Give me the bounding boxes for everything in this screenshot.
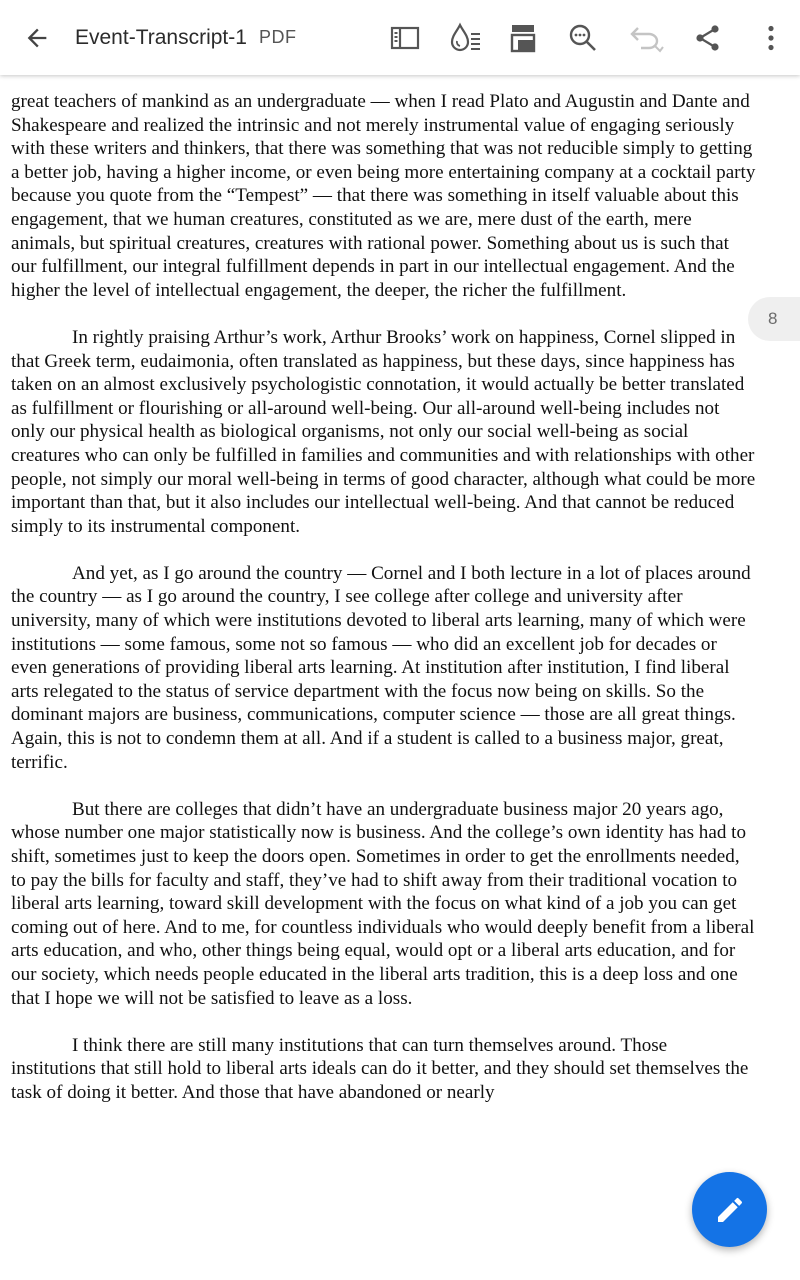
paragraph-5: I think there are still many institutions that can turn themselves around. Those institutions that still hold to liberal arts ideals can do it better, and they should set themselves the task of doing it better. And those that have abandoned or nearly bbox=[11, 1034, 749, 1103]
undo-icon bbox=[627, 23, 665, 53]
share-button[interactable] bbox=[686, 0, 730, 75]
back-button[interactable] bbox=[14, 0, 60, 75]
page-number-indicator[interactable] bbox=[748, 297, 800, 341]
liquid-mode-button[interactable] bbox=[443, 0, 487, 75]
document-title-area bbox=[75, 0, 296, 75]
document-title: Event-Transcript-1 bbox=[75, 25, 247, 49]
search-button[interactable] bbox=[561, 0, 605, 75]
paragraph-3: And yet, as I go around the country — Cornel and I both lecture in a lot of places around the country — as I go around the country, I see college after college and university after university, many of which were institutions devoted to liberal arts learning, many of which were institutions — some famous, some not so famous — who did an excellent job for decades or even generations of providing liberal arts learning. At institution after institution, I find liberal arts relegated to the status of service department with the focus now being on skills. So the dominant majors are business, communications, computer science — those are all great things. Again, this is not to condemn them at all. And if a student is called to a business major, great, terrific. bbox=[11, 562, 751, 773]
paragraph-4: But there are colleges that didn’t have an undergraduate business major 20 years ago, whose number one major statistically now is business. And the college’s own identity has had to shift, sometimes just to keep the doors open. Sometimes in order to get the enrollments needed, to pay the bills for faculty and staff, they’ve had to shift away from their traditional vocation to liberal arts learning, toward skill development with the focus on what kind of a job you can get coming out of here. And to me, for countless individuals who would deeply benefit from a liberal arts education, and who, other things being equal, would opt or a liberal arts education, and for our society, which needs people educated in the liberal arts tradition, this is a deep loss and one that I hope we will not be satisfied to leave as a loss. bbox=[11, 798, 755, 1009]
back-arrow-icon bbox=[23, 24, 51, 52]
more-vert-icon bbox=[767, 25, 775, 51]
pdf-page-content bbox=[11, 90, 756, 1128]
share-icon bbox=[694, 24, 722, 52]
undo-button[interactable] bbox=[623, 0, 669, 75]
paragraph-1: great teachers of mankind as an undergraduate — when I read Plato and Augustin and Dante and Shakespeare and realized the intrinsic and not merely instrumental value of engaging seriously with these writers and thinkers, that there was something that was not reducible simply to getting a better job, having a higher income, or even being more entertaining company at a cocktail party because you quote from the “Tempest” — that there was something in itself valuable about this engagement, that we human creatures, constituted as we are, mere dust of the earth, mere animals, but spiritual creatures, creatures with rational power. Something about us is such that our fulfillment, our integral fulfillment depends in part in our intellectual engagement. And the higher the level of intellectual engagement, the deeper, the richer the fulfillment. bbox=[11, 91, 756, 301]
edit-fab-button[interactable] bbox=[692, 1172, 767, 1247]
pencil-edit-icon bbox=[714, 1194, 746, 1226]
file-type-label: PDF bbox=[258, 27, 297, 47]
liquid-mode-icon bbox=[448, 22, 482, 54]
top-toolbar bbox=[0, 0, 800, 75]
more-options-button[interactable] bbox=[752, 0, 790, 75]
sidebar-panel-button[interactable] bbox=[383, 0, 427, 75]
sidebar-panel-icon bbox=[390, 25, 420, 51]
page-number: 8 bbox=[768, 309, 778, 328]
paragraph-2: In rightly praising Arthur’s work, Arthur Brooks’ work on happiness, Cornel slipped in that Greek term, eudaimonia, often translated as happiness, but these days, since happiness has taken on an almost exclusively psychologistic connotation, it would actually be better translated as fulfillment or flourishing or all-around well-being. Our all-around well-being includes not only our physical health as biological organisms, not only our social well-being as social creatures who can only be fulfilled in families and communities and with relationships with other people, not simply our moral well-being in terms of good character, although what could be more important than that, but it also includes our intellectual well-being. And that cannot be reduced simply to its instrumental component. bbox=[11, 326, 756, 537]
organize-pages-icon bbox=[510, 23, 536, 53]
organize-pages-button[interactable] bbox=[501, 0, 545, 75]
search-icon bbox=[568, 23, 598, 53]
